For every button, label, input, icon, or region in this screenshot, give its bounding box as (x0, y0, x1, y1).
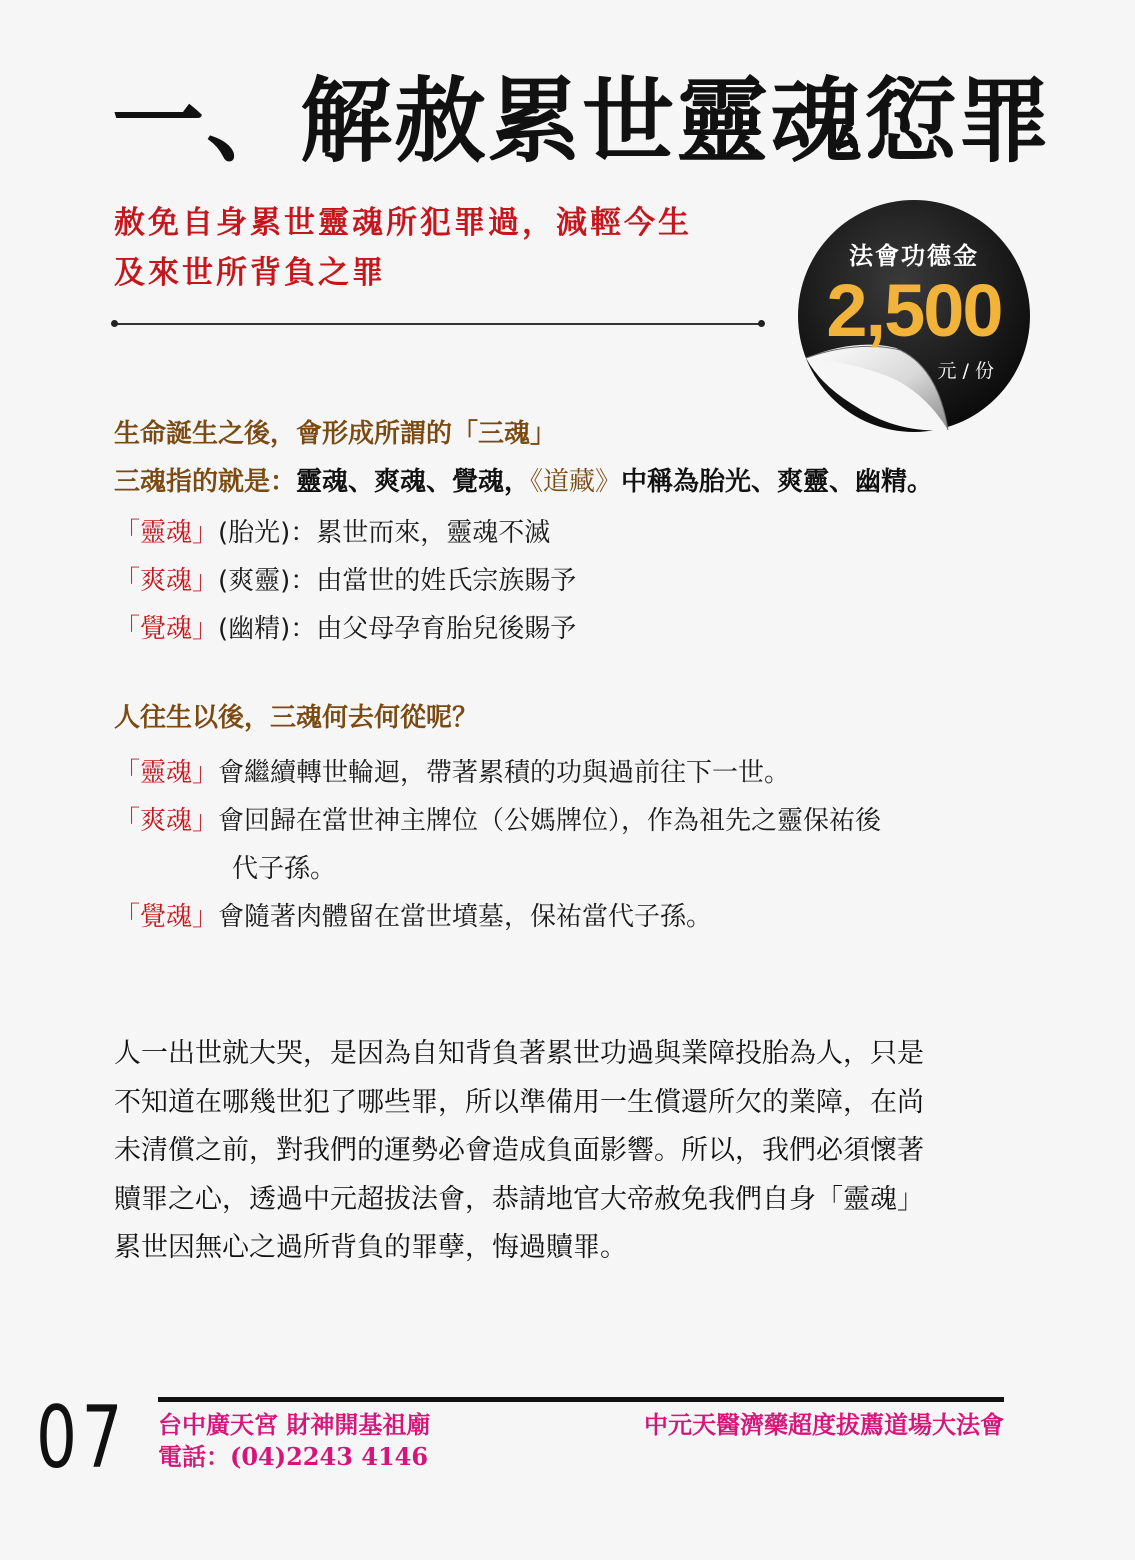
soul-tag: 「覺魂」 (114, 614, 219, 644)
intro-prefix: 三魂指的就是： (114, 467, 297, 497)
badge-amount: 2,500 (826, 269, 1002, 352)
footer-divider (158, 1397, 1004, 1402)
footer-temple: 台中廣天宮 財神開基祖廟 (158, 1410, 431, 1439)
list-item (114, 752, 790, 789)
paragraph-line: 不知道在哪幾世犯了哪些罪，所以準備用一生償還所欠的業障，在尚 (114, 1086, 924, 1118)
soul-tag: 「靈魂」 (114, 518, 219, 548)
soul-tag: 「爽魂」 (114, 566, 219, 596)
divider-line (114, 323, 762, 325)
soul-fate: 會繼續轉世輪迴，帶著累積的功與過前往下一世。 (218, 758, 791, 788)
paragraph-line: 未清償之前，對我們的運勢必會造成負面影響。所以，我們必須懷著 (114, 1135, 924, 1166)
page-number: 07 (36, 1388, 128, 1488)
subtitle (114, 198, 774, 298)
section2-heading: 人往生以後，三魂何去何從呢？ (114, 703, 479, 733)
soul-desc: (幽精)：由父母孕育胎兒後賜予 (218, 614, 577, 644)
list-item (114, 800, 881, 837)
subtitle-line-1: 赦免自身累世靈魂所犯罪過，減輕今生 (114, 205, 692, 241)
section1-intro (114, 458, 933, 506)
soul-tag: 「靈魂」 (114, 758, 219, 788)
footer-event: 中元天醫濟藥超度拔薦道場大法會 (644, 1410, 1004, 1439)
list-item (114, 608, 576, 645)
badge-unit: 元 / 份 (937, 360, 994, 382)
soul-fate: 會回歸在當世神主牌位（公媽牌位），作為祖先之靈保祐後 (218, 806, 882, 836)
soul-desc: (胎光)：累世而來，靈魂不滅 (218, 518, 551, 548)
paragraph-line: 累世因無心之過所背負的罪孽，悔過贖罪。 (114, 1232, 627, 1263)
page-title: 一、解赦累世靈魂愆罪 (112, 67, 1053, 175)
list-item-continuation: 代子孫。 (232, 854, 337, 884)
soul-tag: 「爽魂」 (114, 806, 219, 836)
offering-badge (796, 198, 1032, 434)
badge-label: 法會功德金 (849, 242, 979, 270)
paragraph-line: 贖罪之心，透過中元超拔法會，恭請地官大帝赦免我們自身「靈魂」 (114, 1183, 924, 1215)
list-item (114, 512, 550, 549)
paragraph-line: 人一出世就大哭，是因為自知背負著累世功過與業障投胎為人，只是 (114, 1038, 924, 1069)
footer-temple-info (158, 1409, 430, 1473)
intro-suffix: 中稱為胎光、爽靈、幽精。 (621, 467, 934, 497)
list-item (114, 896, 712, 933)
soul-desc: (爽靈)：由當世的姓氏宗族賜予 (218, 566, 577, 596)
intro-names: 靈魂、爽魂、覺魂， (296, 467, 531, 497)
list-item (114, 560, 576, 597)
closing-paragraph (114, 1030, 1014, 1273)
soul-tag: 「覺魂」 (114, 902, 219, 932)
footer-phone: 電話：(04)2243 4146 (158, 1442, 429, 1471)
subtitle-line-2: 及來世所背負之罪 (114, 255, 386, 291)
soul-fate: 會隨著肉體留在當世墳墓，保祐當代子孫。 (218, 902, 713, 932)
intro-book: 《道藏》 (530, 467, 622, 497)
section1-heading: 生命誕生之後，會形成所謂的「三魂」 (114, 419, 557, 449)
